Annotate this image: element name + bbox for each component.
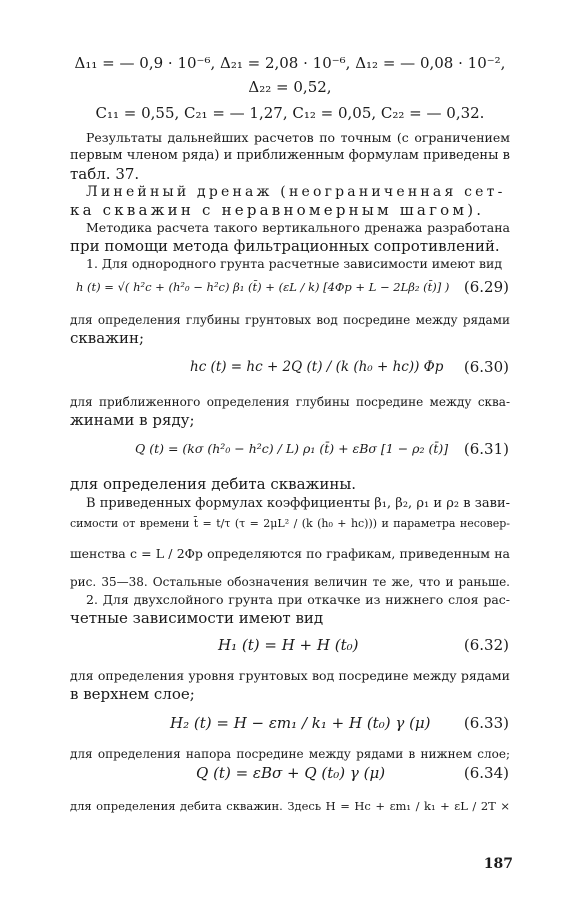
equation-number: (6.32)	[463, 636, 509, 654]
paragraph-line: при помощи метода фильтрационных сопротивлений.	[70, 237, 500, 255]
paragraph-line: 2. Для двухслойного грунта при откачке из нижнего слоя рас-	[86, 592, 510, 607]
equation-6-30: hc (t) = hc + 2Q (t) / (k (h₀ + hc)) Φp	[190, 359, 444, 375]
section-heading: Линейный дренаж (неограниченная сет-	[86, 184, 506, 200]
paragraph-line: для определения дебита скважины.	[70, 475, 357, 493]
section-heading: ка скважин с неравномерным шагом).	[70, 201, 485, 219]
paragraph-line: для определения напора посредине между рядами в нижнем слое;	[70, 747, 510, 761]
page-number: 187	[483, 856, 513, 872]
paragraph-line: первым членом ряда) и приближенным формулам приведены в	[70, 148, 510, 163]
equation-6-29: h (t) = √( h²c + (h²₀ − h²c) β₁ (t̄) + (εL / k) [4Φp + L − 2Lβ₂ (t̄)] )	[76, 280, 450, 294]
paragraph-line: в верхнем слое;	[70, 685, 195, 703]
equation-number: (6.34)	[463, 764, 509, 782]
equation-6-34: Q (t) = εBσ + Q (t₀) γ (μ)	[196, 764, 386, 782]
coefficient-line-2: Δ₂₂ = 0,52,	[248, 78, 332, 96]
equation-number: (6.30)	[463, 358, 509, 376]
paragraph-line: В приведенных формулах коэффициенты β₁, β₂, ρ₁ и ρ₂ в зави-	[86, 496, 510, 511]
coefficient-line-1: Δ₁₁ = — 0,9 · 10⁻⁶, Δ₂₁ = 2,08 · 10⁻⁶, Δ₁₂ = — 0,08 · 10⁻²,	[74, 54, 506, 72]
equation-6-31: Q (t) = (kσ (h²₀ − h²c) / L) ρ₁ (t̄) + εBσ [1 − ρ₂ (t̄)]	[135, 441, 449, 456]
paragraph-line: 1. Для однородного грунта расчетные зависимости имеют вид	[86, 256, 503, 271]
paragraph-line: шенства c = L / 2Φp определяются по графикам, приведенным на	[70, 546, 510, 561]
paragraph-line: для определения глубины грунтовых вод посредине между рядами	[70, 313, 510, 327]
paragraph-line: симости от времени t̄ = t/τ (τ = 2μL² / (k (h₀ + hc))) и параметра несовер-	[70, 517, 510, 530]
paragraph-line: жинами в ряду;	[70, 411, 195, 429]
paragraph-line: для приближенного определения глубины посредине между сква-	[70, 395, 510, 409]
paragraph-line: скважин;	[70, 329, 145, 347]
equation-6-32: H₁ (t) = H + H (t₀)	[218, 636, 359, 654]
paragraph-line: табл. 37.	[70, 165, 140, 183]
paragraph-line: Результаты дальнейших расчетов по точным (с ограничением	[86, 130, 510, 145]
equation-number: (6.29)	[463, 278, 509, 296]
equation-number: (6.31)	[463, 440, 509, 458]
paragraph-line: рис. 35—38. Остальные обозначения величин те же, что и раньше.	[70, 575, 510, 589]
equation-number: (6.33)	[463, 714, 509, 732]
paragraph-line: Методика расчета такого вертикального дренажа разработана	[86, 220, 510, 235]
paragraph-line: четные зависимости имеют вид	[70, 609, 324, 627]
coefficient-line-3: C₁₁ = 0,55, C₂₁ = — 1,27, C₁₂ = 0,05, C₂₂ = — 0,32.	[95, 104, 485, 122]
equation-6-33: H₂ (t) = H − εm₁ / k₁ + H (t₀) γ (μ)	[170, 714, 431, 732]
paragraph-line: для определения дебита скважин. Здесь H = Hc + εm₁ / k₁ + εL / 2T ×	[70, 799, 510, 813]
paragraph-line: для определения уровня грунтовых вод посредине между рядами	[70, 668, 510, 683]
